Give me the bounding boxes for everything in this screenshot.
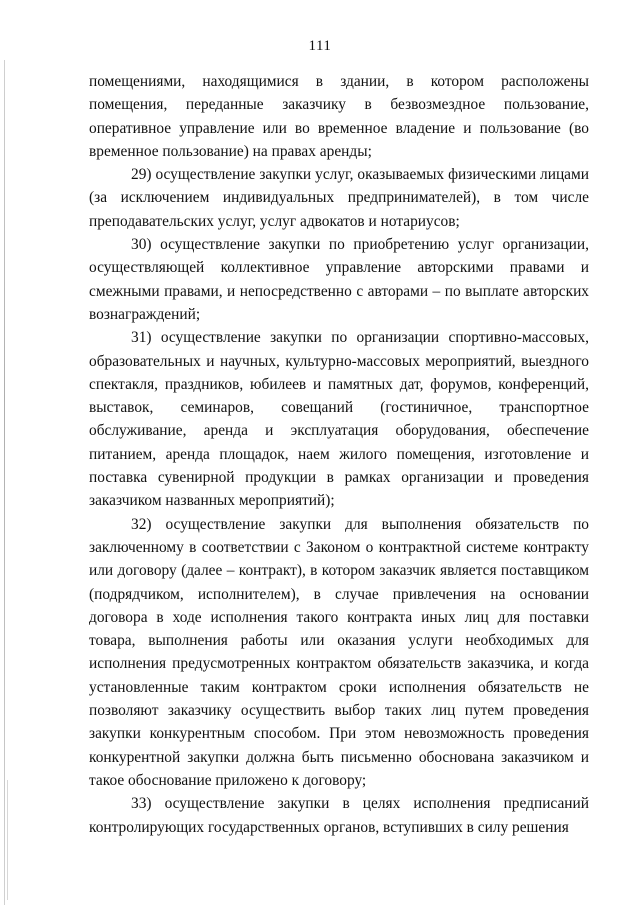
scan-edge-line-secondary (7, 780, 8, 900)
document-body (89, 70, 589, 839)
paragraph-item-31: 31) осуществление закупки по организации спортивно-массовых, образовательных и научных, культурно-массовых мероприятий, выездного спектакля, праздников, юбилеев и памятных дат, форумов, конференций, выставок, семинаров, совещаний (гостиничное, транспортное обслуживание, аренда и эксплуатация оборудования, обеспечение питанием, аренда площадок, наем жилого помещения, изготовление и поставка сувенирной продукции в рамках организации и проведения заказчиком названных мероприятий); (89, 329, 589, 510)
paragraph-item-32: 32) осуществление закупки для выполнения обязательств по заключенному в соответствии с Законом о контрактной системе контракту или договору (далее – контракт), в котором заказчик является поставщиком (подрядчиком, исполнителем), в случае привлечения на основании договора в ходе исполнения такого контракта иных лиц для поставки товара, выполнения работы или оказания услуги необходимых для исполнения предусмотренных контрактом обязательств заказчика, и когда установленные таким контрактом сроки исполнения обязательств не позволяют заказчику осуществить выбор таких лиц путем проведения закупки конкурентным способом. При этом невозможность проведения конкурентной закупки должна быть письменно обоснована заказчиком и такое обоснование приложено к договору; (89, 515, 589, 789)
paragraph-item-30: 30) осуществление закупки по приобретению услуг организации, осуществляющей коллективное управление авторскими правами и смежными правами, и непосредственно с авторами – по выплате авторских вознаграждений; (89, 236, 589, 323)
scan-edge-line (4, 60, 5, 905)
paragraph-item-33: 33) осуществление закупки в целях исполнения предписаний контролирующих государственных органов, вступивших в силу решения (89, 795, 589, 836)
paragraph-continuation: помещениями, находящимися в здании, в котором расположены помещения, переданные заказчику в безвозмездное пользование, оперативное управление или во временное владение и пользование (во временное пользование) на правах аренды; (89, 73, 589, 160)
paragraph-item-29: 29) осуществление закупки услуг, оказываемых физическими лицами (за исключением индивидуальных предпринимателей), в том числе преподавательских услуг, услуг адвокатов и нотариусов; (89, 166, 589, 230)
page-number: 111 (308, 38, 332, 54)
